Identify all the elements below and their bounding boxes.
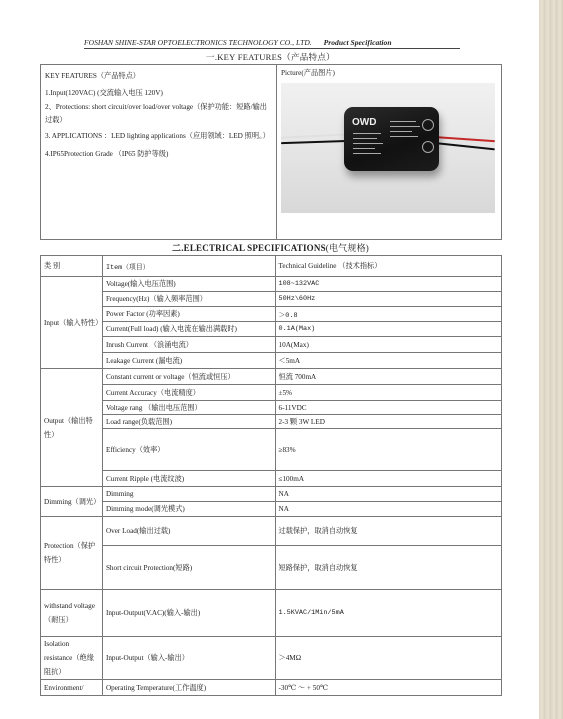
feature-item: 3. APPLICATIONS ：LED lighting applications（应用领域：LED 照明。） <box>45 132 270 140</box>
item-cell: Current(Full load) (输入电流在输出满载时) <box>102 322 275 337</box>
item-cell: Frequency(Hz)（输入频率范围） <box>102 292 275 307</box>
wire-black-out <box>431 142 495 151</box>
table-header-row <box>41 256 502 277</box>
value-cell: -30℃ ～ + 50℃ <box>275 680 501 696</box>
table-row <box>41 292 502 307</box>
section1-title: 一.KEY FEATURES（产品特点） <box>206 52 335 62</box>
category-environment: Environment/ <box>41 680 103 696</box>
item-cell: Voltage rang （输出电压范围） <box>102 401 275 415</box>
item-cell: Power Factor (功率因素) <box>102 307 275 322</box>
item-cell: Over Load(输出过载) <box>102 517 275 546</box>
value-cell: ＞0.8 <box>275 307 501 322</box>
features-cell <box>41 65 277 240</box>
category-isolation: Isolation resistance（绝缘阻抗） <box>41 637 103 680</box>
page-header <box>84 38 460 49</box>
table-row <box>41 337 502 353</box>
table-row <box>41 307 502 322</box>
background-strip <box>539 0 563 719</box>
feature-item: 1.Input(120VAC) (交流输入电压 120V) <box>45 88 163 97</box>
section2-title-cn: (电气规格) <box>325 243 369 253</box>
value-cell: 6-11VDC <box>275 401 501 415</box>
picture-cell <box>277 65 502 240</box>
value-cell: 过载保护，取消自动恢复 <box>275 517 501 546</box>
value-cell: 恒流 700mA <box>275 369 501 385</box>
value-cell: NA <box>275 487 501 502</box>
table-row <box>41 369 502 385</box>
value-cell: ≤100mA <box>275 471 501 487</box>
category-dimming: Dimming（调光） <box>41 487 103 517</box>
item-cell: Efficiency（效率） <box>102 429 275 471</box>
item-cell: Inrush Current （浪涌电流） <box>102 337 275 353</box>
value-cell: NA <box>275 502 501 517</box>
product-photo <box>281 83 495 213</box>
table-row <box>41 517 502 546</box>
value-cell: 0.1A(Max) <box>275 322 501 337</box>
table-row <box>41 590 502 637</box>
item-cell: Dimming mode(调光模式) <box>102 502 275 517</box>
item-cell: Constant current or voltage（恒流或恒压） <box>102 369 275 385</box>
value-cell: 50Hz\60Hz <box>275 292 501 307</box>
category-protection: Protection（保护特性） <box>41 517 103 590</box>
item-cell: Operating Temperature(工作温度) <box>102 680 275 696</box>
table-row <box>41 637 502 680</box>
table-row <box>41 353 502 369</box>
value-cell: 108~132VAC <box>275 277 501 292</box>
value-cell: 1.5KVAC/1Min/5mA <box>275 590 501 637</box>
value-cell: ±5% <box>275 385 501 401</box>
item-cell: Voltage(输入电压范围) <box>102 277 275 292</box>
driver-brand: OWD <box>352 117 377 128</box>
item-cell: Input-Output(V.AC)(输入-输出) <box>102 590 275 637</box>
table-row <box>41 471 502 487</box>
item-cell: Short circuit Protection(短路) <box>102 546 275 590</box>
item-cell: Current Accuracy（电流精度） <box>102 385 275 401</box>
value-cell: 2-3 颗 3W LED <box>275 415 501 429</box>
table-row <box>41 385 502 401</box>
electrical-spec-table <box>40 255 502 696</box>
picture-heading: Picture(产品图片) <box>281 69 335 77</box>
company-name: FOSHAN SHINE-STAR OPTOELECTRONICS TECHNOLOGY CO., LTD. <box>84 38 312 47</box>
item-cell: Current Ripple (电流纹波) <box>102 471 275 487</box>
doc-type: Product Specification <box>323 38 392 47</box>
table-row <box>41 401 502 415</box>
category-input: Input（输入特性） <box>41 277 103 369</box>
table-row <box>41 277 502 292</box>
category-output: Output（输出特性） <box>41 369 103 487</box>
section2-title <box>40 241 501 254</box>
section2-title-en: 二.ELECTRICAL SPECIFICATIONS <box>172 243 326 253</box>
cert-mark <box>422 141 434 153</box>
value-cell: ＞4MΩ <box>275 637 501 680</box>
value-cell: 短路保护，取消自动恢复 <box>275 546 501 590</box>
header-guideline: Technical Guideline （技术指标） <box>275 256 501 277</box>
table-row <box>41 502 502 517</box>
table-row <box>41 487 502 502</box>
value-cell: ≥83% <box>275 429 501 471</box>
wire-white <box>281 133 351 139</box>
value-cell: 10A(Max) <box>275 337 501 353</box>
cert-mark <box>422 119 434 131</box>
table-row <box>41 415 502 429</box>
value-cell: ＜5mA <box>275 353 501 369</box>
feature-item: 2、Protections: short circuit/over load/over voltage（保护功能：短路/输出过载） <box>45 103 267 124</box>
header-category: 类 别 <box>41 256 103 277</box>
wire-red <box>431 136 495 142</box>
item-cell: Input-Output（输入-输出） <box>102 637 275 680</box>
item-cell: Dimming <box>102 487 275 502</box>
features-heading: KEY FEATURES（产品特点） <box>45 72 140 80</box>
table-row <box>41 322 502 337</box>
table-row <box>41 546 502 590</box>
item-cell: Load range(负载范围) <box>102 415 275 429</box>
category-withstand: withstand voltage（耐压） <box>41 590 103 637</box>
led-driver-image <box>344 107 439 171</box>
key-features-table <box>40 64 502 240</box>
table-row <box>41 429 502 471</box>
table-row <box>41 680 502 696</box>
wire-black <box>281 140 351 144</box>
page-cutoff <box>40 706 502 719</box>
item-cell: Leakage Current (漏电流) <box>102 353 275 369</box>
feature-item: 4.IP65Protection Grade （IP65 防护等级) <box>45 150 169 158</box>
header-item: Item（项目） <box>102 256 275 277</box>
